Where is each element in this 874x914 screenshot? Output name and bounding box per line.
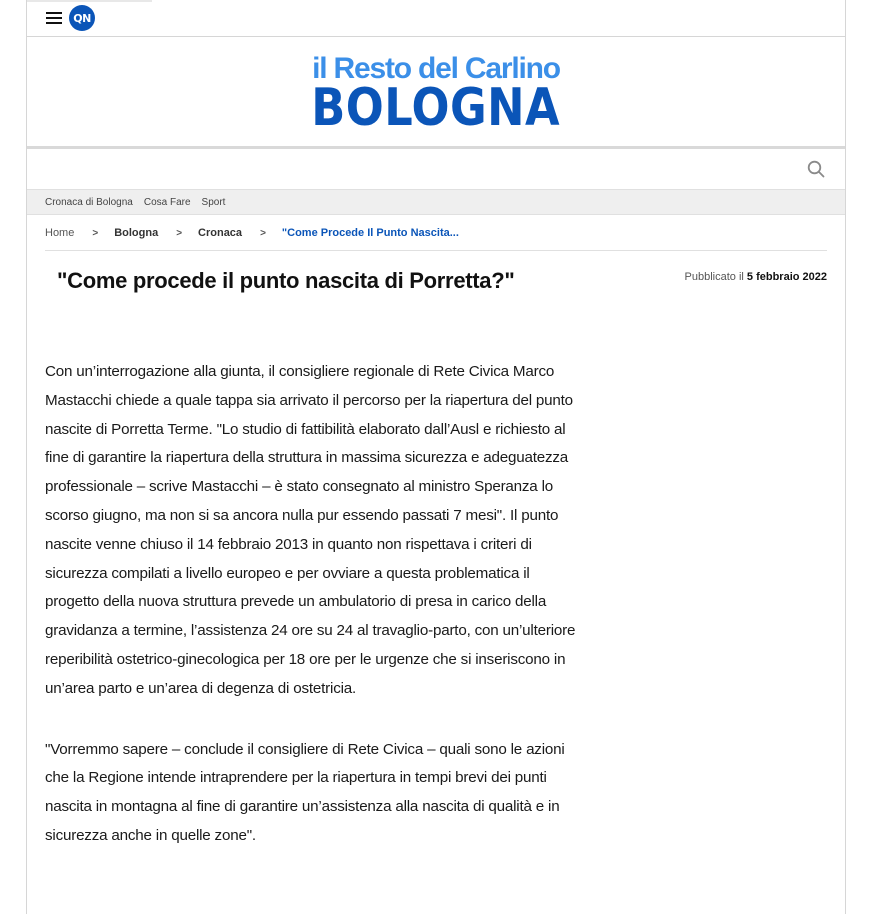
top-bar [27, 0, 845, 37]
breadcrumb [45, 216, 827, 251]
subnav-item-cosa-fare[interactable]: Cosa Fare [143, 196, 191, 208]
main-navbar [27, 149, 845, 189]
masthead-logo[interactable] [27, 37, 845, 146]
hamburger-menu-icon[interactable] [46, 12, 62, 24]
breadcrumb-current[interactable]: "Come Procede Il Punto Nascita... [281, 227, 459, 239]
published-date [685, 271, 827, 283]
published-prefix: Pubblicato il [684, 271, 747, 283]
section-subnav [27, 189, 845, 215]
article-paragraph: Con un’interrogazione alla giunta, il consigliere regionale di Rete Civica Marco Mastacchi chiede a quale tappa sia arrivato il percorso per la riapertura del punto nascite di Porretta Terme. "Lo studio di fattibilità elaborato dall’Ausl e richiesto al fine di garantire la riapertura della struttura in massima sicurezza e adeguatezza professionale – scrive Mastacchi – è stato consegnato al ministro Speranza lo scorso giugno, ma non si sa ancora nulla pur essendo passati 7 mesi". Il punto nascite venne chiuso il 14 febbraio 2013 in quanto non rispettava i criteri di sicurezza compilati a livello europeo e per ovviare a questa problematica il progetto della nuova struttura prevede un ambulatorio di presa in carico della gravidanza a termine, l’assistenza 24 ore su 24 al travaglio-parto, con un’ulteriore reperibilità ostetrico-ginecologica per 18 ore per le urgenze che si inseriscono in un’area parto e un’area di degenza di ostetricia. [45, 363, 576, 697]
page-container [26, 0, 846, 914]
breadcrumb-cronaca[interactable]: Cronaca [198, 227, 243, 239]
logo-newspaper-name: il Resto del Carlino [312, 51, 560, 85]
search-icon[interactable] [807, 160, 825, 178]
article-body [45, 358, 577, 883]
breadcrumb-separator: > [260, 227, 266, 239]
breadcrumb-separator: > [92, 227, 99, 239]
subnav-item-cronaca-di-bologna[interactable]: Cronaca di Bologna [45, 196, 133, 208]
breadcrumb-bologna[interactable]: Bologna [114, 227, 159, 239]
subnav-item-sport[interactable]: Sport [201, 196, 226, 208]
logo-city-name: BOLOGNA [311, 77, 561, 138]
breadcrumb-home[interactable]: Home [45, 227, 75, 239]
qn-logo[interactable]: QN [69, 5, 95, 31]
published-date-value: 5 febbraio 2022 [746, 271, 827, 283]
breadcrumb-separator: > [176, 227, 183, 239]
article-paragraph: "Vorremmo sapere – conclude il consigliere di Rete Civica – quali sono le azioni che la Regione intende intraprendere per la riapertura in tempi brevi dei punti nascita in montagna al fine di garantire un’assistenza alla nascita di qualità e in sicurezza anche in quelle zone". [45, 740, 565, 844]
article-title: "Come procede il punto nascita di Porretta?" [57, 268, 515, 293]
